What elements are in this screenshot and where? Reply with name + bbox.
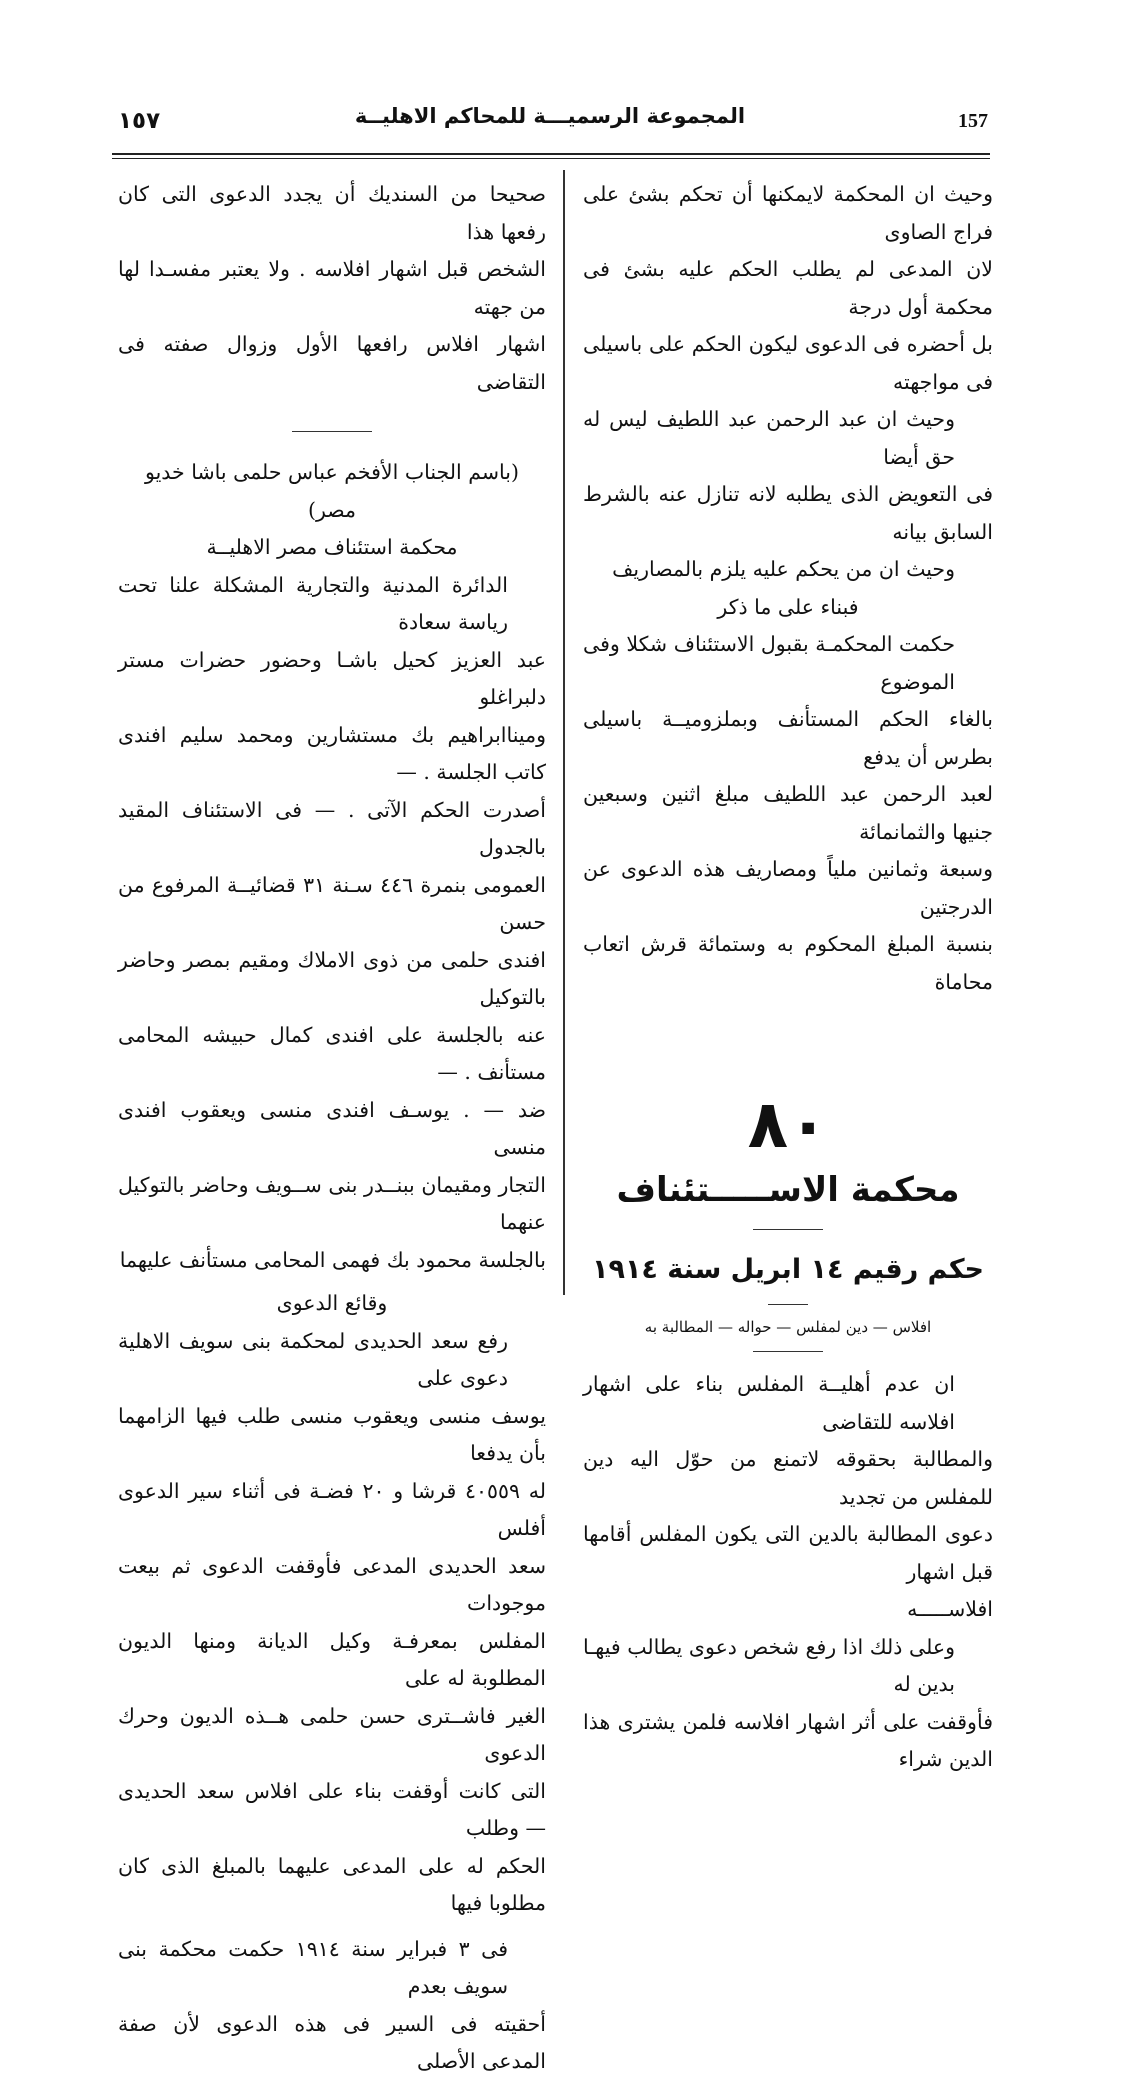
text-line: أصدرت الحكم الآتى . — فى الاستئناف المقيد بالجدول [118,797,546,859]
running-title: المجموعة الرسميـــة للمحاكم الاهليــة [354,104,746,128]
court-title: محكمة الاســـــتئناف [616,1170,960,1210]
left-column [118,176,546,2081]
text-line: وحيث ان من يحكم عليه يلزم بالمصاريف [612,557,955,581]
header-rule [112,153,990,159]
case-number: ٨٠ [747,1086,829,1163]
text-line: المفلس بمعرفـة وكيل الديانة ومنها الديون المطلوبة له على [118,1628,546,1690]
text-line: بل أحضره فى الدعوى ليكون الحكم على باسيلى فى مواجهته [583,332,993,394]
text-line: والمطالبة بحقوقه لاتمنع من حوّل اليه دين للمفلس من تجديد [583,1447,993,1509]
text-line: وميناابراهيم بك مستشارين ومحمد سليم افندى كاتب الجلسة . — [118,722,546,784]
text-line: الدائرة المدنية والتجارية المشكلة علنا تحت رياسة سعادة [118,572,508,634]
text-line: بالغاء الحكم المستأنف وبملزوميــة باسيلى بطرس أن يدفع [583,707,993,769]
text-line: لعبد الرحمن عبد اللطيف مبلغ اثنين وسبعين جنيها والثمانمائة [583,782,993,844]
text-line: الغير فاشــترى حسن حلمى هــذه الديون وحرك الدعوى [118,1703,546,1765]
text-line: اشهار افلاس رافعها الأول وزوال صفته فى التقاضى [118,332,546,394]
text-line: وحيث ان المحكمة لايمكنها أن تحكم بشئ على فراج الصاوى [583,182,993,244]
text-line: عنه بالجلسة على افندى كمال حبيشه المحامى مستأنف . — [118,1022,546,1084]
text-line: سعد الحديدى المدعى فأوقفت الدعوى ثم بيعت موجودات [118,1553,546,1615]
text-line: فبناء على ما ذكر [717,594,859,619]
text-line: الحكم له على المدعى عليهما بالمبلغ الذى كان مطلوبا فيها [118,1853,546,1915]
text-line: حكمت المحكمـة بقبول الاستئناف شكلا وفى الموضوع [583,632,955,694]
text-line: له ٤٠٥٥٩ قرشا و ٢٠ فضـة فى أثناء سير الدعوى أفلس [118,1478,546,1540]
text-line: التى كانت أوقفت بناء على افلاس سعد الحديدى — وطلب [118,1778,546,1840]
text-line: افلاســـــه [907,1597,993,1621]
text-line: التجار ومقيمان ببنــدر بنى ســويف وحاضر بالتوكيل عنهما [118,1172,546,1234]
text-line: لان المدعى لم يطلب الحكم عليه بشئ فى محكمة أول درجة [583,257,993,319]
text-line: يوسف منسى ويعقوب منسى طلب فيها الزامهما بأن يدفعا [118,1403,546,1465]
keywords: افلاس — دين لمفلس — حواله — المطالبة به [644,1318,932,1336]
text-line: وعلى ذلك اذا رفع شخص دعوى يطالب فيهـا بدين له [583,1634,955,1696]
page-number-arabic: ١٥٧ [118,108,161,134]
separator-rule [768,1304,808,1305]
column-divider [563,170,565,1295]
right-column [583,176,993,1779]
text-line: بنسبة المبلغ المحكوم به وستمائة قرش اتعاب محاماة [583,932,993,994]
text-line: وحيث ان عبد الرحمن عبد اللطيف ليس له حق أيضا [583,407,955,469]
text-line: رفع سعد الحديدى لمحكمة بنى سويف الاهلية دعوى على [118,1328,508,1390]
text-line: ضد — . يوسـف افندى منسى ويعقوب افندى منسى [118,1097,546,1159]
separator-rule [753,1229,823,1230]
separator-rule [292,431,372,432]
facts-heading: وقائع الدعوى [276,1291,388,1315]
text-line: بالجلسة محمود بك فهمى المحامى مستأنف عليهما [119,1247,546,1272]
text-line: العمومى بنمرة ٤٤٦ سـنة ٣١ قضائيــة المرفوع من حسن [118,872,547,934]
section-heading: (باسم الجناب الأفخم عباس حلمى باشا خديو مصر) [144,460,520,522]
text-line: عبد العزيز كحيل باشـا وحضور حضرات مستر دلبراغلو [118,647,546,709]
section-heading: محكمة استئناف مصر الاهليــة [206,535,458,559]
text-line: أحقيته فى السير فى هذه الدعوى لأن صفة المدعى الأصلى [118,2011,546,2073]
text-line: فى التعويض الذى يطلبه لانه تنازل عنه بالشرط السابق بيانه [583,482,993,544]
text-line: الشخص قبل اشهار افلاسه . ولا يعتبر مفسـدا لها من جهته [118,257,546,319]
text-line: وسبعة وثمانين ملياً ومصاريف هذه الدعوى عن الدرجتين [583,857,993,919]
text-line: صحيحا من السنديك أن يجدد الدعوى التى كان رفعها هذا [118,182,546,244]
judgment-date: حكم رقيم ١٤ ابريل سنة ١٩١٤ [591,1254,985,1285]
text-line: افندى حلمى من ذوى الاملاك ومقيم بمصر وحاضر بالتوكيل [118,947,546,1009]
page-number-latin: 157 [958,110,988,132]
text-line: فأوقفت على أثر اشهار افلاسه فلمن يشترى هذا الدين شراء [583,1709,993,1771]
text-line: فى ٣ فبراير سنة ١٩١٤ حكمت محكمة بنى سويف بعدم [118,1936,508,1998]
separator-rule [753,1351,823,1352]
text-line: ان عدم أهليــة المفلس بناء على اشهار افلاسه للتقاضى [583,1372,955,1434]
text-line: دعوى المطالبة بالدين التى يكون المفلس أقامها قبل اشهار [583,1522,993,1584]
